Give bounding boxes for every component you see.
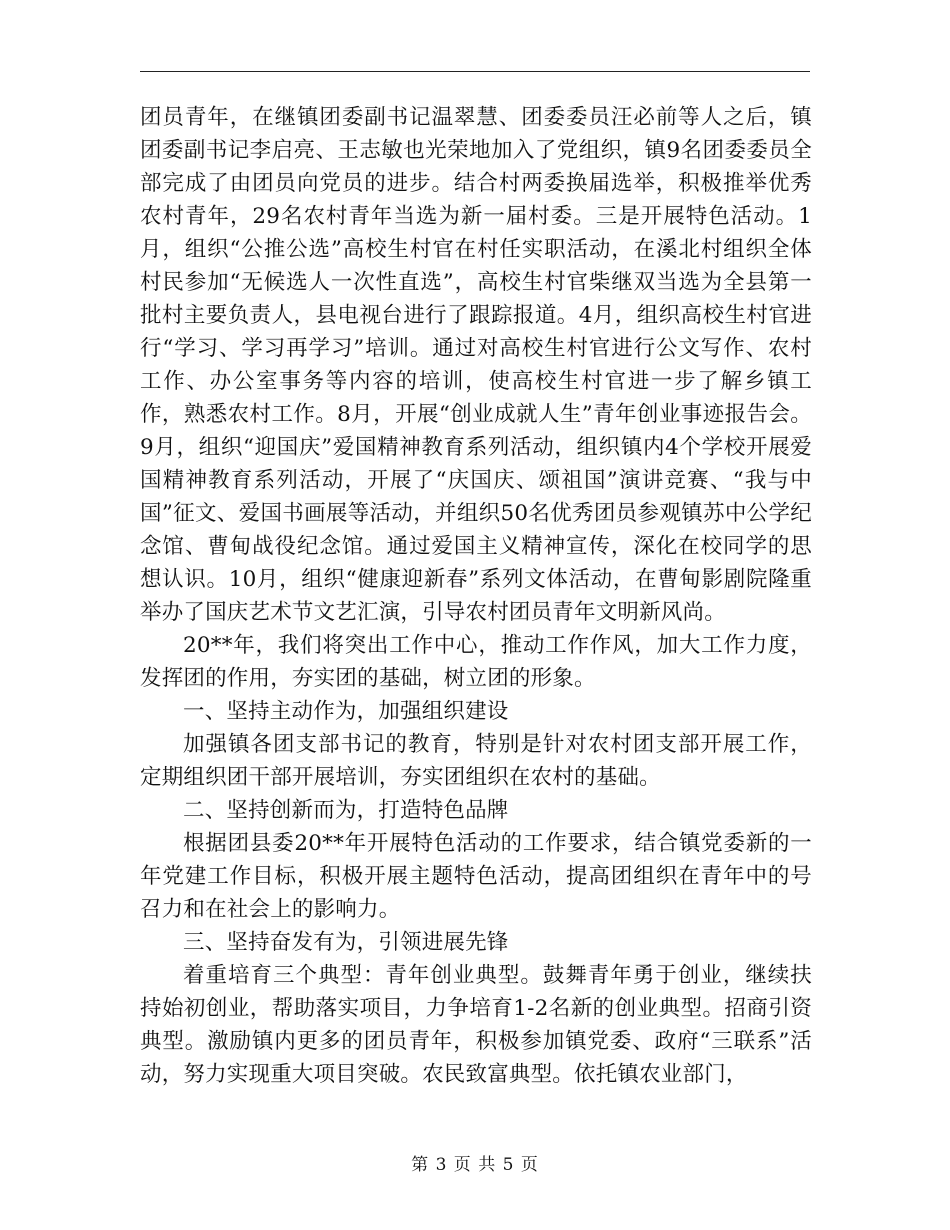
page-number-footer: 第 3 页 共 5 页 [411,1155,539,1175]
document-body [140,101,812,1091]
paragraph-section-1: 加强镇各团支部书记的教育，特别是针对农村团支部开展工作，定期组织团干部开展培训，夯实团组织在农村的基础。 [140,732,812,790]
section-heading-2: 二、坚持创新而为，打造特色品牌 [183,798,509,823]
paragraph-section-2: 根据团县委20**年开展特色活动的工作要求，结合镇党委新的一年党建工作目标，积极开展主题特色活动，提高团组织在青年中的号召力和在社会上的影响力。 [140,831,812,922]
section-heading-3: 三、坚持奋发有为，引领进展先锋 [183,930,509,955]
section-heading-1: 一、坚持主动作为，加强组织建设 [183,699,509,724]
paragraph-section-3: 着重培育三个典型：青年创业典型。鼓舞青年勇于创业，继续扶持始初创业，帮助落实项目，力争培育1-2名新的创业典型。招商引资典型。激励镇内更多的团员青年，积极参加镇党委、政府“三联系”活动，努力实现重大项目突破。农民致富典型。依托镇农业部门， [140,963,812,1087]
paragraph-plan-intro: 20**年，我们将突出工作中心，推动工作作风，加大工作力度，发挥团的作用，夯实团的基础，树立团的形象。 [140,633,812,691]
header-rule [140,71,810,72]
paragraph-continued: 团员青年，在继镇团委副书记温翠慧、团委委员汪必前等人之后，镇团委副书记李启亮、王志敏也光荣地加入了党组织，镇9名团委委员全部完成了由团员向党员的进步。结合村两委换届选举，积极推举优秀农村青年，29名农村青年当选为新一届村委。三是开展特色活动。1月，组织“公推公选”高校生村官在村任实职活动，在溪北村组织全体村民参加“无候选人一次性直选”，高校生村官柴继双当选为全县第一批村主要负责人，县电视台进行了跟踪报道。4月，组织高校生村官进行“学习、学习再学习”培训。通过对高校生村官进行公文写作、农村工作、办公室事务等内容的培训，使高校生村官进一步了解乡镇工作，熟悉农村工作。8月，开展“创业成就人生”青年创业事迹报告会。9月，组织“迎国庆”爱国精神教育系列活动，组织镇内4个学校开展爱国精神教育系列活动，开展了“庆国庆、颂祖国”演讲竞赛、“我与中国”征文、爱国书画展等活动，并组织50名优秀团员参观镇苏中公学纪念馆、曹甸战役纪念馆。通过爱国主义精神宣传，深化在校同学的思想认识。10月，组织“健康迎新春”系列文体活动，在曹甸影剧院隆重举办了国庆艺术节文艺汇演，引导农村团员青年文明新风尚。 [140,105,812,625]
